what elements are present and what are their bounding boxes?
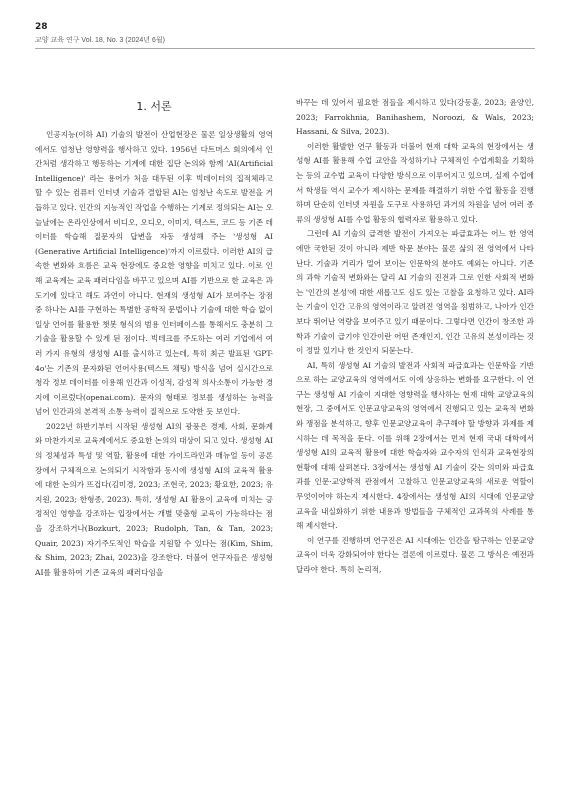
page-number: 28 — [35, 22, 48, 32]
paragraph: 이러한 활발한 연구 활동과 더불어 현재 대학 교육의 현장에서는 생성형 AI를 활용해 수업 교안을 작성하기나 구체적인 수업계획을 기획하는 등의 교수법 교육이 다양한 방식으로 이루어지고 있으며, 실제 수업에서 학생들 역시 교수가 제시하는 문제를 해결하기 위한 수업 활동을 진행하며 단순히 인터넷 자원을 도구로 사용하던 과거의 차원을 넘어 여러 종류의 생성형 AI를 수업 활동의 협력자로 활용하고 있다. — [296, 141, 534, 224]
running-header — [35, 22, 535, 45]
header-rule — [35, 48, 535, 49]
section-heading: 1. 서론 — [136, 100, 172, 113]
right-column — [296, 96, 534, 578]
paragraph: 2022년 하반기부터 시작된 생성형 AI의 광풍은 경제, 사회, 문화계와 마찬가지로 교육계에서도 중요한 논의의 대상이 되고 있다. 생성형 AI의 정체성과 특성 및 역할, 활용에 대한 가이드라인과 매뉴얼 등이 공론장에서 구체적으로 논의되기 시작함과 동시에 생성형 AI의 교육적 활용에 대한 논의가 뜨겁다(김미경, 2023; 조현국, 2023; 황요한, 2023; 유지원, 2023; 한형종, 2023). 특히, 생성형 AI 활용이 교육에 미치는 긍정적인 영향을 강조하는 입장에서는 개별 맞춤형 교육이 가능하다는 점을 강조하거나(Bozkurt, 2023; Rudolph, Tan, & Tan, 2023; Quair, 2023) 자기주도적인 학습을 지원할 수 있다는 점(Kim, Shim, & Shim, 2023; Zhai, 2023)을 강조한다. 더불어 연구자들은 생성형 AI를 활용하여 기존 교육의 패러다임을 — [35, 421, 274, 577]
paragraph: 인공지능(이하 AI) 기술의 발전이 산업현장은 물론 일상생활의 영역에서도 엄청난 영향력을 행사하고 있다. 1956년 다트머스 회의에서 인간처럼 생각하고 행동하는 기계에 대한 집단 논의와 함께 'AI(Artificial Intelligence)' 라는 용어가 처음 대두된 이후 빅데이터의 집적체라고 할 수 있는 컴퓨터 인터넷 기술과 결합된 AI는 엄청난 속도로 발전을 거듭하고 있다. 인간의 지능적인 작업을 수행하는 기계로 정의되는 AI는 오늘날에는 온라인상에서 비디오, 오디오, 이미지, 텍스트, 코드 등 기존 데이터를 학습해 질문자의 답변을 자동 생성해 주는 '생성형 AI (Generative Artificial Intelligence)'까지 이르렀다. 이러한 AI의 급속한 변화와 흐름은 교육 현장에도 중요한 영향을 미치고 있다. 이로 인해 교육계는 교육 패러다임을 바꾸고 있으며 AI를 기반으로 한 교육은 과도기에 있다고 해도 과언이 아니다. 현재의 생성형 AI가 보여주는 장점 중 하나는 AI를 구현하는 특별한 공학적 문법이나 기술에 대한 학습 없이 일상 언어를 활용한 챗봇 형식의 범용 인터페이스를 통해서도 충분히 그 기술을 활용할 수 있게 된 점이다. 빅테크를 주도하는 여러 기업에서 여러 가지 유형의 생성형 AI를 출시하고 있는데, 특히 최근 발표된 'GPT-4o'는 기존의 문자화된 언어사용(텍스트 채팅) 방식을 넘어 실시간으로 청각 정보 데이터를 이용해 인간과 이성적, 감성적 의사소통이 가능한 경지에 이르렀다(openai.com). 문자의 형태로 정보를 생성하는 능력을 넘어 인간과의 본격적 소통 능력이 질적으로 도약한 듯 보인다. — [35, 130, 274, 417]
paragraph: AI, 특히 생성형 AI 기술의 발전과 사회적 파급효과는 인문학을 기반으로 하는 교양교육의 영역에서도 이에 상응하는 변화를 요구한다. 이 연구는 생성형 AI 기술이 지대한 영향력을 행사하는 현재 대학 교양교육의 현장, 그 중에서도 인문교양교육의 영역에서 진행되고 있는 교육적 변화와 쟁점을 분석하고, 향후 인문교양교육이 추구해야 할 방향과 과제를 제시하는 데 목적을 둔다. 이를 위해 2장에서는 먼저 현재 국내 대학에서 생성형 AI의 교육적 활용에 대한 학습자와 교수자의 인식과 교육현장의 현황에 대해 살펴본다. 3장에서는 생성형 AI 기술이 갖는 의미와 파급효과를 인문·교양학적 관점에서 고찰하고 인문교양교육의 새로운 역할이 무엇이어야 하는지 제시한다. 4장에서는 생성형 AI의 시대에 인문교양교육을 내실화하기 위한 내용과 방법들을 구체적인 교과목의 사례를 통해 제시한다. — [296, 360, 534, 531]
paragraph: 바꾸는 데 있어서 필요한 점들을 제시하고 있다(강동훈, 2023; 윤양인, 2023; Farrokhnia, Banihashem, Noroozi, & Wals, 2023; Hassani, & Silva, 2023). — [296, 98, 534, 137]
journal-citation: 교양 교육 연구 Vol. 18, No. 3 (2024년 6월) — [35, 37, 165, 44]
paragraph: 그런데 AI 기술의 급격한 발전이 가져오는 파급효과는 어느 한 영역에만 국한된 것이 아니라 제반 학문 분야는 물론 삶의 전 영역에서 나타난다. 기술과 거리가 멀어 보이는 인문학의 분야도 예외는 아니다. 기존의 과학 기술적 변화와는 달리 AI 기술의 진전과 그로 인한 사회적 변화는 '인간의 본성'에 대한 새롭고도 심도 있는 고찰을 요청하고 있다. AI라는 기술이 인간 고유의 영역이라고 알려진 영역을 침범하고, 나아가 인간보다 뛰어난 역량을 보여주고 있기 때문이다. 그렇다면 인간이 창조한 과학과 기술이 급기야 인간이란 어떤 존재인지, 인간 고유의 본성이라는 것이 정말 있기나 한 것인지 되묻는다. — [296, 229, 534, 356]
left-column — [35, 128, 273, 580]
paragraph: 이 연구를 진행하며 연구진은 AI 시대에는 인간을 탐구하는 인문교양교육이 더욱 강화되어야 한다는 결론에 이르렀다. 물론 그 방식은 예전과 달라야 한다. 특히 논리적, — [296, 535, 534, 574]
